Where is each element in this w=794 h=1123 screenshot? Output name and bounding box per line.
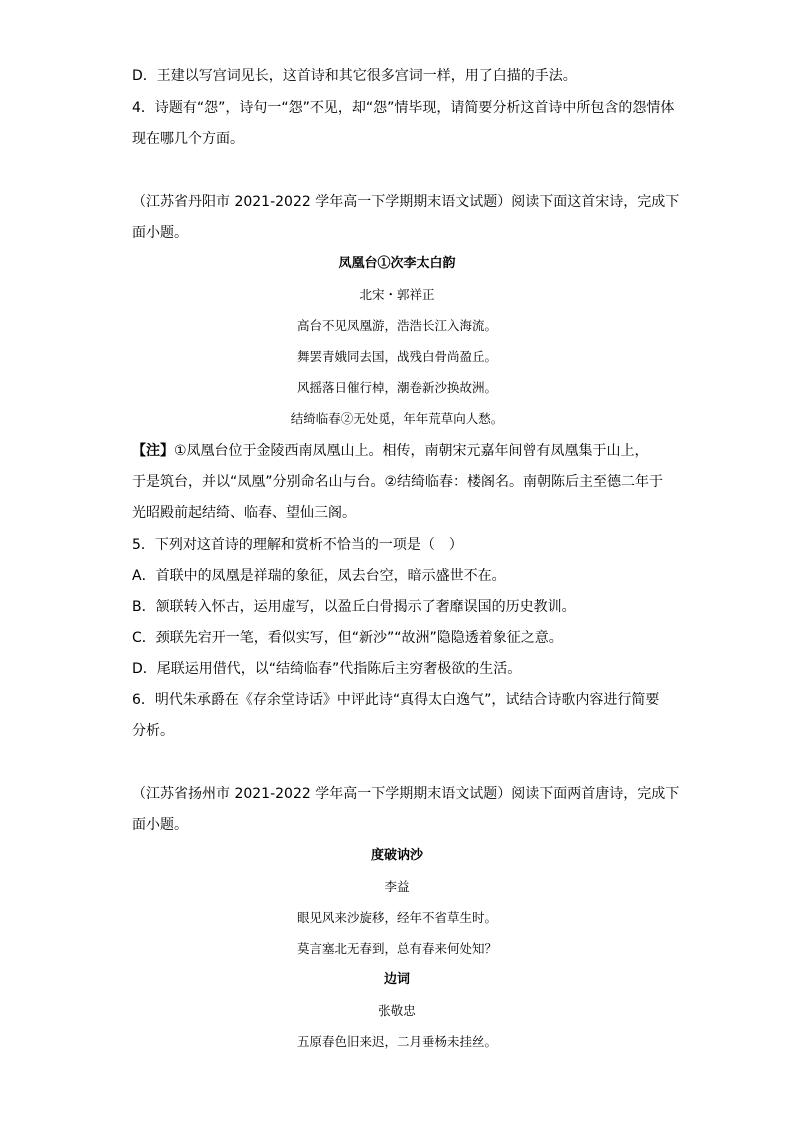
note-line-2: 于是筑台，并以“凤凰”分别命名山与台。②结绮临春：楼阁名。南朝陈后主至德二年于 xyxy=(132,474,664,490)
q6-line-1: 6．明代朱承爵在《存余堂诗话》中评此诗“真得太白逸气”，试结合诗歌内容进行简要 xyxy=(132,692,660,708)
poem1-author: 李益 xyxy=(384,879,410,894)
section1-intro-line-2: 面小题。 xyxy=(132,225,188,241)
q4-line-1: 4．诗题有“怨”，诗句一“怨”不见，却“怨”情毕现，请简要分析这首诗中所包含的怨情体 xyxy=(132,100,675,116)
poem1-title: 度破讷沙 xyxy=(370,848,423,863)
poem-line: 高台不见凤凰游，浩浩长江入海流。 xyxy=(296,318,497,333)
note-text: ①凤凰台位于金陵西南凤凰山上。相传，南朝宋元嘉年间曾有凤凰集于山上， xyxy=(174,443,649,459)
q5-option-d: D．尾联运用借代，以“结绮临春”代指陈后主穷奢极欲的生活。 xyxy=(132,661,522,677)
poem2-author: 张敬忠 xyxy=(378,1003,416,1018)
q5-option-b: B．颔联转入怀古，运用虚写，以盈丘白骨揭示了奢靡误国的历史教训。 xyxy=(132,599,576,615)
q3-option-d: D．王建以写宫词见长，这首诗和其它很多宫词一样，用了白描的手法。 xyxy=(132,68,577,84)
note-line-1 xyxy=(132,441,649,461)
poem1-line: 莫言塞北无春到，总有春来何处知？ xyxy=(296,941,497,956)
poem2-title: 边词 xyxy=(383,972,410,987)
q4-line-2: 现在哪几个方面。 xyxy=(132,131,244,147)
poem-author: 北宋・郭祥正 xyxy=(359,287,435,302)
section1-intro-line-1: （江苏省丹阳市 2021-2022 学年高一下学期期末语文试题）阅读下面这首宋诗，完成下 xyxy=(132,194,680,210)
poem1-line: 眼见风来沙旋移，经年不省草生时。 xyxy=(296,910,497,925)
section2-intro-line-2: 面小题。 xyxy=(132,817,188,833)
poem-title: 凤凰台①次李太白韵 xyxy=(338,256,456,271)
q5-option-c: C．颈联先宕开一笔，看似实写，但“新沙”“故洲”隐隐透着象征之意。 xyxy=(132,630,563,646)
poem-line: 舞罢青娥同去国，战残白骨尚盈丘。 xyxy=(296,349,497,364)
poem2-line: 五原春色旧来迟，二月垂杨未挂丝。 xyxy=(296,1034,497,1049)
q5-stem: 5．下列对这首诗的理解和赏析不恰当的一项是（ ） xyxy=(132,537,463,553)
poem-line: 结绮临春②无处觅，年年荒草向人愁。 xyxy=(290,411,504,426)
q5-option-a: A．首联中的凤凰是祥瑞的象征，凤去台空，暗示盛世不在。 xyxy=(132,568,506,584)
section2-intro-line-1: （江苏省扬州市 2021-2022 学年高一下学期期末语文试题）阅读下面两首唐诗，完成下 xyxy=(132,786,680,802)
note-line-3: 光昭殿前起结绮、临春、望仙三阁。 xyxy=(132,505,356,521)
q6-line-2: 分析。 xyxy=(132,723,174,739)
poem-line: 风摇落日催行棹，潮卷新沙换故洲。 xyxy=(296,380,497,395)
note-label: 【注】 xyxy=(132,443,174,459)
